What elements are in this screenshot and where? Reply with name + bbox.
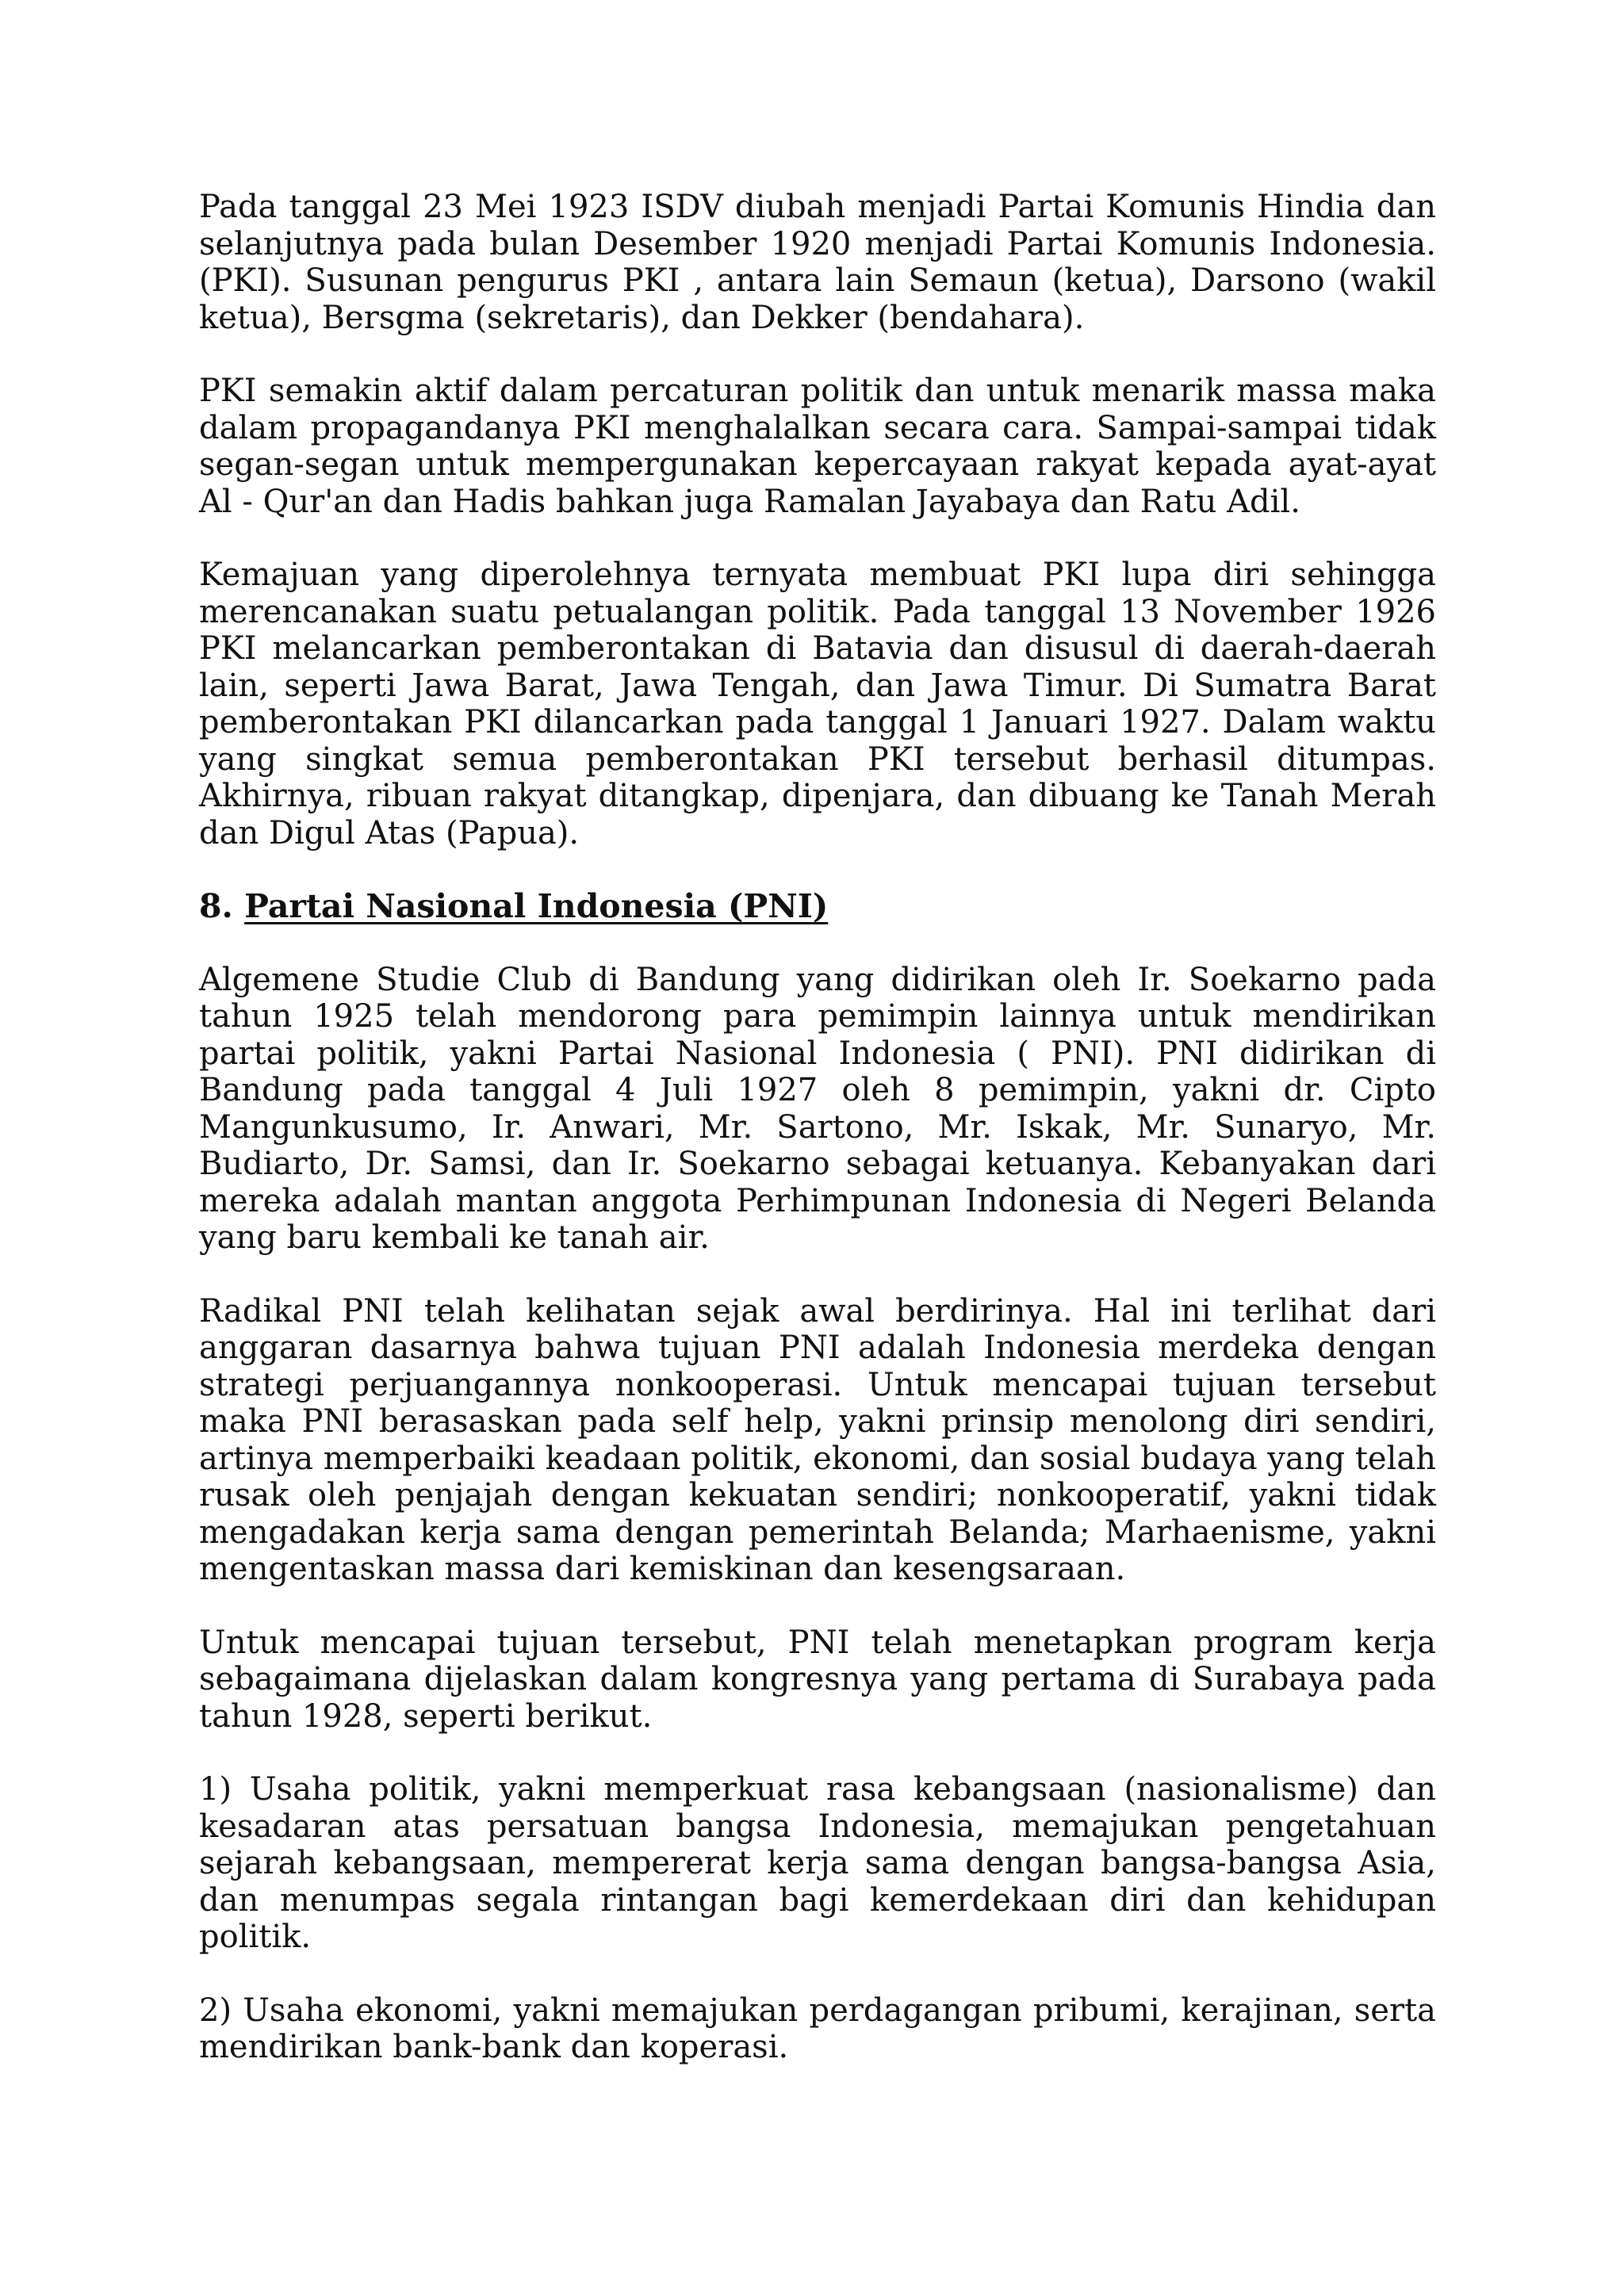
paragraph-pni-program: Untuk mencapai tujuan tersebut, PNI telah menetapkan program kerja sebagaimana dijelaskan dalam kongresnya yang pertama di Surabaya pada tahun 1928, seperti berikut. — [199, 1624, 1436, 1735]
list-item-political-effort: 1) Usaha politik, yakni memperkuat rasa kebangsaan (nasionalisme) dan kesadaran atas persatuan bangsa Indonesia, memajukan pengetahuan sejarah kebangsaan, mempererat kerja sama dengan bangsa-bangsa Asia, dan menumpas segala rintangan bagi kemerdekaan diri dan kehidupan politik. — [199, 1771, 1436, 1955]
paragraph-pki-propaganda: PKI semakin aktif dalam percaturan politik dan untuk menarik massa maka dalam propagandanya PKI menghalalkan secara cara. Sampai-sampai tidak segan-segan untuk mempergunakan kepercayaan rakyat kepada ayat-ayat Al - Qur'an dan Hadis bahkan juga Ramalan Jayabaya dan Ratu Adil. — [199, 373, 1436, 520]
paragraph-pni-radical: Radikal PNI telah kelihatan sejak awal berdirinya. Hal ini terlihat dari anggaran dasarnya bahwa tujuan PNI adalah Indonesia merdeka dengan strategi perjuangannya nonkooperasi. Untuk mencapai tujuan tersebut maka PNI berasaskan pada self help, yakni prinsip menolong diri sendiri, artinya memperbaiki keadaan politik, ekonomi, dan sosial budaya yang telah rusak oleh penjajah dengan kekuatan sendiri; nonkooperatif, yakni tidak mengadakan kerja sama dengan pemerintah Belanda; Marhaenisme, yakni mengentaskan massa dari kemiskinan dan kesengsaraan. — [199, 1292, 1436, 1587]
section-number: 8. — [199, 887, 233, 925]
paragraph-pni-founding: Algemene Studie Club di Bandung yang didirikan oleh Ir. Soekarno pada tahun 1925 telah mendorong para pemimpin lainnya untuk mendirikan partai politik, yakni Partai Nasional Indonesia ( PNI). PNI didirikan di Bandung pada tanggal 4 Juli 1927 oleh 8 pemimpin, yakni dr. Cipto Mangunkusumo, Ir. Anwari, Mr. Sartono, Mr. Iskak, Mr. Sunaryo, Mr. Budiarto, Dr. Samsi, dan Ir. Soekarno sebagai ketuanya. Kebanyakan dari mereka adalah mantan anggota Perhimpunan Indonesia di Negeri Belanda yang baru kembali ke tanah air. — [199, 961, 1436, 1256]
paragraph-pki-founding: Pada tanggal 23 Mei 1923 ISDV diubah menjadi Partai Komunis Hindia dan selanjutnya pada bulan Desember 1920 menjadi Partai Komunis Indonesia. (PKI). Susunan pengurus PKI , antara lain Semaun (ketua), Darsono (wakil ketua), Bersgma (sekretaris), dan Dekker (bendahara). — [199, 189, 1436, 336]
section-title: Partai Nasional Indonesia (PNI) — [244, 887, 829, 925]
document-page — [199, 189, 1436, 2103]
list-item-economic-effort: 2) Usaha ekonomi, yakni memajukan perdagangan pribumi, kerajinan, serta mendirikan bank-bank dan koperasi. — [199, 1992, 1436, 2065]
paragraph-pki-rebellion: Kemajuan yang diperolehnya ternyata membuat PKI lupa diri sehingga merencanakan suatu petualangan politik. Pada tanggal 13 November 1926 PKI melancarkan pemberontakan di Batavia dan disusul di daerah-daerah lain, seperti Jawa Barat, Jawa Tengah, dan Jawa Timur. Di Sumatra Barat pemberontakan PKI dilancarkan pada tanggal 1 Januari 1927. Dalam waktu yang singkat semua pemberontakan PKI tersebut berhasil ditumpas. Akhirnya, ribuan rakyat ditangkap, dipenjara, dan dibuang ke Tanah Merah dan Digul Atas (Papua). — [199, 557, 1436, 851]
section-heading — [199, 888, 1436, 925]
